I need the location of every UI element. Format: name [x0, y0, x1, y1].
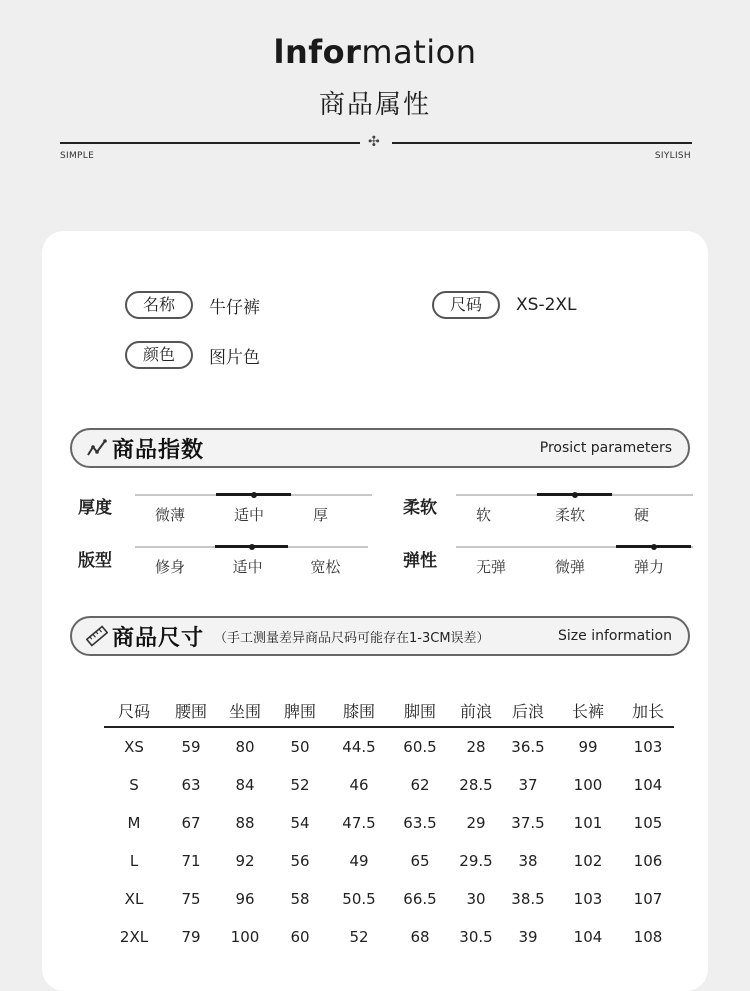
- measurement-cell: 38: [518, 852, 538, 870]
- attribute-pill: 颜色: [125, 341, 193, 369]
- param-scale-thickness: [135, 494, 372, 534]
- measurement-cell: 100: [573, 776, 603, 794]
- measurement-cell: 104: [573, 928, 603, 946]
- measurement-cell: 59: [181, 738, 201, 756]
- params-section-title: 商品指数: [112, 437, 205, 463]
- divider-right: [392, 142, 692, 144]
- param-scale-fit: [135, 546, 368, 586]
- measurement-cell: 103: [633, 738, 663, 756]
- size-cell: M: [127, 814, 141, 832]
- measurement-cell: 65: [410, 852, 430, 870]
- measurement-cell: 104: [633, 776, 663, 794]
- column-header: 长裤: [554, 694, 622, 727]
- size-cell: XL: [124, 890, 144, 908]
- measurement-cell: 102: [573, 852, 603, 870]
- param-label: 厚度: [78, 498, 112, 518]
- measurement-cell: 38.5: [511, 890, 545, 908]
- table-row: [104, 766, 674, 804]
- measurement-cell: 28.5: [459, 776, 493, 794]
- table-row: [104, 918, 674, 956]
- scale-option: 适中: [234, 506, 265, 524]
- measurement-cell: 52: [349, 928, 369, 946]
- attribute-size: [432, 291, 577, 319]
- attribute-value: 图片色: [209, 347, 261, 368]
- scale-option: 厚: [313, 506, 329, 524]
- attribute-value: XS-2XL: [516, 295, 577, 315]
- measurement-cell: 63.5: [403, 814, 437, 832]
- measurement-cell: 67: [181, 814, 201, 832]
- attribute-value: 牛仔裤: [209, 297, 261, 318]
- column-header: 尺码: [104, 694, 164, 727]
- measurement-cell: 101: [573, 814, 603, 832]
- size-section-english: Size information: [558, 628, 672, 644]
- measurement-cell: 80: [235, 738, 255, 756]
- ruler-icon: [86, 625, 108, 647]
- column-header: 坐围: [218, 694, 272, 727]
- scale-option: 硬: [634, 506, 650, 524]
- measurement-cell: 105: [633, 814, 663, 832]
- measurement-cell: 75: [181, 890, 201, 908]
- params-section-header: [70, 428, 690, 468]
- measurement-cell: 37: [518, 776, 538, 794]
- measurement-cell: 29.5: [459, 852, 493, 870]
- scale-option: 弹力: [634, 558, 665, 576]
- page-header: [0, 0, 750, 230]
- param-label: 柔软: [403, 498, 437, 518]
- divider-cross-icon: ✣: [368, 134, 380, 150]
- measurement-cell: 44.5: [342, 738, 376, 756]
- column-header: 脾围: [272, 694, 328, 727]
- column-header: 加长: [622, 694, 674, 727]
- scale-option: 宽松: [310, 558, 341, 576]
- title-chinese: 商品属性: [318, 90, 431, 120]
- param-scale-softness: [456, 494, 693, 534]
- measurement-cell: 79: [181, 928, 201, 946]
- siylish-label: SIYLISH: [654, 151, 691, 161]
- scale-marker: [249, 544, 255, 550]
- measurement-cell: 60: [290, 928, 310, 946]
- size-cell: L: [129, 852, 139, 870]
- attribute-name: [125, 291, 260, 319]
- size-table-header: [104, 694, 674, 727]
- simple-label: SIMPLE: [60, 151, 95, 161]
- table-row: [104, 804, 674, 842]
- scale-marker: [572, 492, 578, 498]
- scale-marker: [651, 544, 657, 550]
- size-cell: 2XL: [119, 928, 149, 946]
- measurement-cell: 50.5: [342, 890, 376, 908]
- column-header: 膝围: [328, 694, 390, 727]
- measurement-cell: 106: [633, 852, 663, 870]
- size-table: [104, 694, 674, 956]
- title-english-bold: lnfor: [273, 33, 362, 71]
- measurement-cell: 49: [349, 852, 369, 870]
- measurement-cell: 39: [518, 928, 538, 946]
- column-header: 前浪: [450, 694, 502, 727]
- column-header: 腰围: [164, 694, 218, 727]
- attribute-pill: 名称: [125, 291, 193, 319]
- column-header: 后浪: [502, 694, 554, 727]
- size-cell: S: [129, 776, 139, 794]
- attribute-pill: 尺码: [432, 291, 500, 319]
- measurement-cell: 88: [235, 814, 255, 832]
- measurement-cell: 66.5: [403, 890, 437, 908]
- measurement-cell: 107: [633, 890, 663, 908]
- scale-marker: [251, 492, 257, 498]
- table-row: [104, 880, 674, 918]
- table-row: [104, 727, 674, 766]
- measurement-cell: 63: [181, 776, 201, 794]
- measurement-cell: 96: [235, 890, 255, 908]
- measurement-cell: 56: [290, 852, 310, 870]
- measurement-cell: 99: [578, 738, 598, 756]
- measurement-cell: 50: [290, 738, 310, 756]
- measurement-cell: 36.5: [511, 738, 545, 756]
- measurement-cell: 58: [290, 890, 310, 908]
- measurement-cell: 71: [181, 852, 201, 870]
- measurement-cell: 92: [235, 852, 255, 870]
- measurement-cell: 30: [466, 890, 486, 908]
- measurement-cell: 54: [290, 814, 310, 832]
- measurement-cell: 37.5: [511, 814, 545, 832]
- title-english: [0, 33, 750, 71]
- scale-option: 无弹: [476, 558, 507, 576]
- measurement-cell: 47.5: [342, 814, 376, 832]
- scale-option: 微弹: [555, 558, 586, 576]
- scale-option: 微薄: [155, 506, 186, 524]
- param-label: 版型: [78, 551, 112, 571]
- measurement-cell: 30.5: [459, 928, 493, 946]
- scale-option: 柔软: [555, 506, 586, 524]
- attribute-color: [125, 341, 260, 369]
- table-row: [104, 842, 674, 880]
- divider-left: [60, 142, 360, 144]
- size-section-title: 商品尺寸: [112, 625, 205, 651]
- measurement-cell: 103: [573, 890, 603, 908]
- size-section-header: [70, 616, 690, 656]
- measurement-cell: 29: [466, 814, 486, 832]
- measurement-cell: 84: [235, 776, 255, 794]
- scale-option: 适中: [232, 558, 263, 576]
- scale-option: 修身: [155, 558, 186, 576]
- measurement-cell: 108: [633, 928, 663, 946]
- scale-option: 软: [476, 506, 492, 524]
- params-section-english: Prosict parameters: [539, 440, 672, 456]
- size-section-note: （手工测量差异商品尺码可能存在1-3CM误差）: [214, 630, 490, 646]
- title-english-rest: mation: [361, 33, 477, 71]
- size-cell: XS: [124, 738, 144, 756]
- measurement-cell: 28: [466, 738, 486, 756]
- measurement-cell: 62: [410, 776, 430, 794]
- measurement-cell: 52: [290, 776, 310, 794]
- param-label: 弹性: [403, 551, 437, 571]
- measurement-cell: 68: [410, 928, 430, 946]
- trend-line-icon: [86, 437, 108, 459]
- measurement-cell: 100: [230, 928, 260, 946]
- measurement-cell: 60.5: [403, 738, 437, 756]
- param-scale-elasticity: [456, 546, 693, 586]
- column-header: 脚围: [390, 694, 450, 727]
- measurement-cell: 46: [349, 776, 369, 794]
